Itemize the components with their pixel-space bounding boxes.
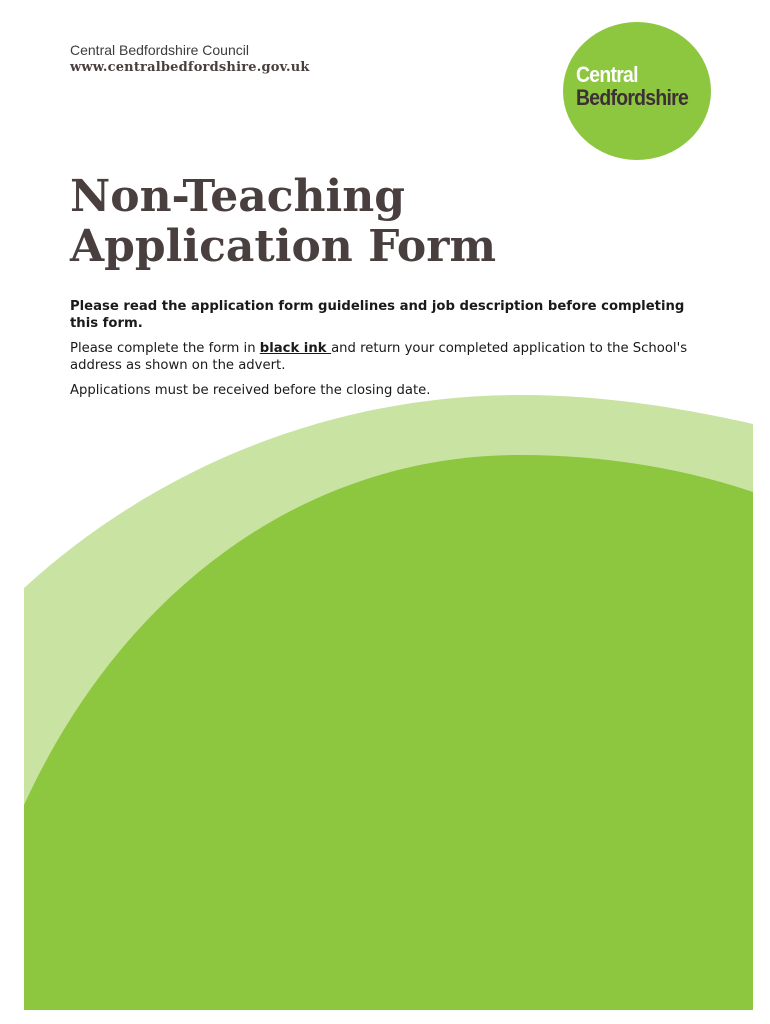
page-title [70,172,496,272]
ink-text-before: Please complete the form in [70,341,260,356]
title-line-2: Application Form [70,221,497,272]
council-website-link[interactable]: www.centralbedfordshire.gov.uk [70,60,310,75]
intro-text [70,298,690,407]
black-ink-emphasis: black ink [259,341,332,356]
central-bedfordshire-logo [563,22,711,160]
deadline-notice: Applications must be received before the closing date. [70,383,431,398]
council-name: Central Bedfordshire Council [70,42,249,58]
logo-text-central: Central [576,62,638,87]
logo-text-bedfordshire: Bedfordshire [576,85,689,110]
ink-text-after: and return your completed application to the School's address as shown on the advert. [70,341,688,373]
ink-instructions [70,340,690,374]
title-line-1: Non-Teaching [70,171,405,222]
guidelines-notice: Please read the application form guidelines and job description before completing this form. [70,299,685,331]
